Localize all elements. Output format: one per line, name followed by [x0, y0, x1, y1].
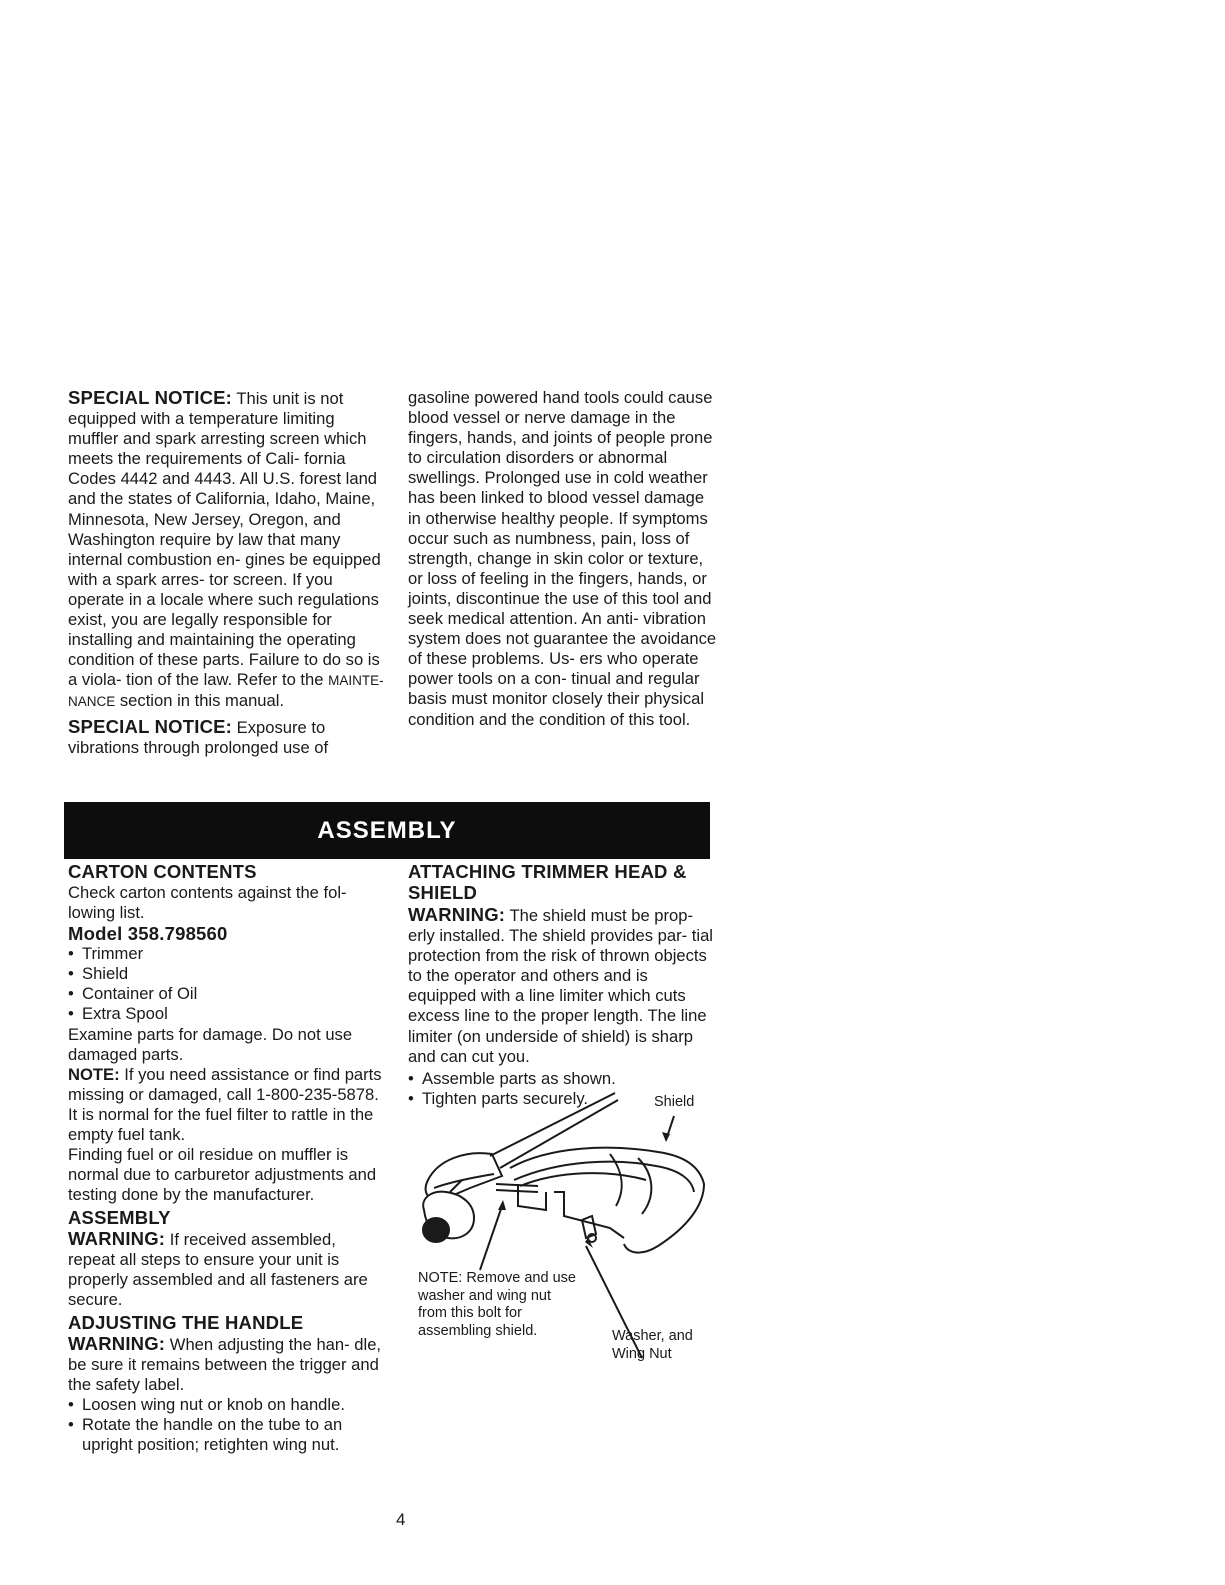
list-item: • Trimmer	[68, 944, 386, 964]
carton-list	[68, 944, 386, 1024]
page-number: 4	[396, 1510, 406, 1529]
special-notice-end: section in this manual.	[115, 691, 285, 711]
special-notice-spark-arrestor	[68, 388, 386, 713]
warning-label: WARNING:	[408, 904, 506, 925]
list-item: • Extra Spool	[68, 1004, 386, 1024]
special-notice-vibration	[68, 717, 386, 758]
assistance-note	[68, 1065, 386, 1105]
warning-text: When adjusting the han- dle, be sure it remains between the trigger and the safety label.	[68, 1334, 382, 1394]
list-item: • Loosen wing nut or knob on handle.	[68, 1395, 386, 1415]
special-notice-text: This unit is not equipped with a temperature limiting muffler and spark arresting screen which meets the requirements of Cali- fornia Codes 4442 and 4443. All U.S. forest land and the states of California, Idaho, Maine, Minnesota, New Jersey, Oregon, and Washington require by law that many internal combustion en- gines be equipped with a spark arres- tor screen. If you operate in a locale where such regulations exist, you are legally responsible for installing and maintaining the operating condition of these parts. Failure to do so is a viola- tion of the law. Refer to the	[68, 389, 381, 690]
adjusting-handle-heading: ADJUSTING THE HANDLE	[68, 1312, 304, 1334]
maintenance-reference: MAINTE- NANCE	[68, 673, 384, 710]
shield-label: Shield	[654, 1094, 695, 1110]
shield-warning	[408, 905, 720, 1067]
attaching-trimmer-head-heading: ATTACHING TRIMMER HEAD & SHIELD	[408, 861, 687, 903]
list-item: • Rotate the handle on the tube to an upright position; retighten wing nut.	[68, 1415, 386, 1455]
note-label: NOTE:	[68, 1064, 120, 1084]
handle-steps	[68, 1395, 386, 1455]
fuel-filter-note: It is normal for the fuel filter to rattle in the empty fuel tank.	[68, 1104, 374, 1145]
trimmer-head-shield-diagram	[410, 1088, 720, 1378]
vibration-notice-column	[408, 388, 720, 730]
washer-wing-nut-label: Washer, and Wing Nut	[612, 1328, 693, 1362]
fuel-residue-note: Finding fuel or oil residue on muffler is normal due to carburetor adjustments and testing done by the manufacturer.	[68, 1145, 377, 1205]
model-heading: Model 358.798560	[68, 922, 228, 944]
list-item: • Tighten parts securely.	[408, 1089, 720, 1109]
assembly-heading: ASSEMBLY	[68, 1207, 171, 1229]
vibration-notice-text: gasoline powered hand tools could cause blood vessel or nerve damage in the fingers, hands, and joints of people prone to circulation disorders or abnormal swellings. Prolonged use in cold weather has been linked to blood vessel damage in otherwise healthy people. If symptoms occur such as numbness, pain, loss of strength, change in skin color or texture, or loss of feeling in the fingers, hands, or joints, discontinue the use of this tool and seek medical attention. An anti- vibration system does not guarantee the avoidance of these problems. Us- ers who operate power tools on a con- tinual and regular basis must monitor closely their physical condition and the condition of this tool.	[408, 388, 717, 729]
warning-label: WARNING:	[68, 1332, 166, 1354]
assembly-left-column	[68, 862, 386, 1455]
list-item: • Shield	[68, 964, 386, 984]
warning-text: If received assembled, repeat all steps to ensure your unit is properly assembled and all fasteners are secure.	[68, 1229, 368, 1310]
carton-contents-heading: CARTON CONTENTS	[68, 861, 257, 882]
warning-label: WARNING:	[68, 1227, 166, 1249]
special-notice-column	[68, 388, 386, 758]
list-item: • Container of Oil	[68, 984, 386, 1004]
special-notice-label: SPECIAL NOTICE:	[68, 387, 233, 408]
special-notice-label: SPECIAL NOTICE:	[68, 715, 233, 737]
list-item: • Assemble parts as shown.	[408, 1069, 720, 1089]
examine-parts: Examine parts for damage. Do not use damaged parts.	[68, 1024, 353, 1064]
carton-intro: Check carton contents against the fol- lowing list.	[68, 882, 347, 922]
assembly-right-column	[408, 862, 720, 1109]
note-text: If you need assistance or find parts missing or damaged, call 1-800-235-5878.	[68, 1064, 382, 1104]
special-notice-text: Exposure to vibrations through prolonged use of	[68, 717, 329, 757]
handle-warning	[68, 1334, 386, 1395]
note-remove-washer-label: NOTE: Remove and use washer and wing nut from this bolt for assembling shield.	[418, 1270, 576, 1339]
warning-text: The shield must be prop- erly installed. The shield provides par- tial protection from the risk of thrown objects to the operator and others and is equipped with a line limiter which cuts excess line to the proper length. The line limiter (on underside of shield) is sharp and can cut you.	[408, 906, 713, 1066]
assembly-warning	[68, 1229, 386, 1310]
assembly-banner: ASSEMBLY	[64, 802, 710, 859]
